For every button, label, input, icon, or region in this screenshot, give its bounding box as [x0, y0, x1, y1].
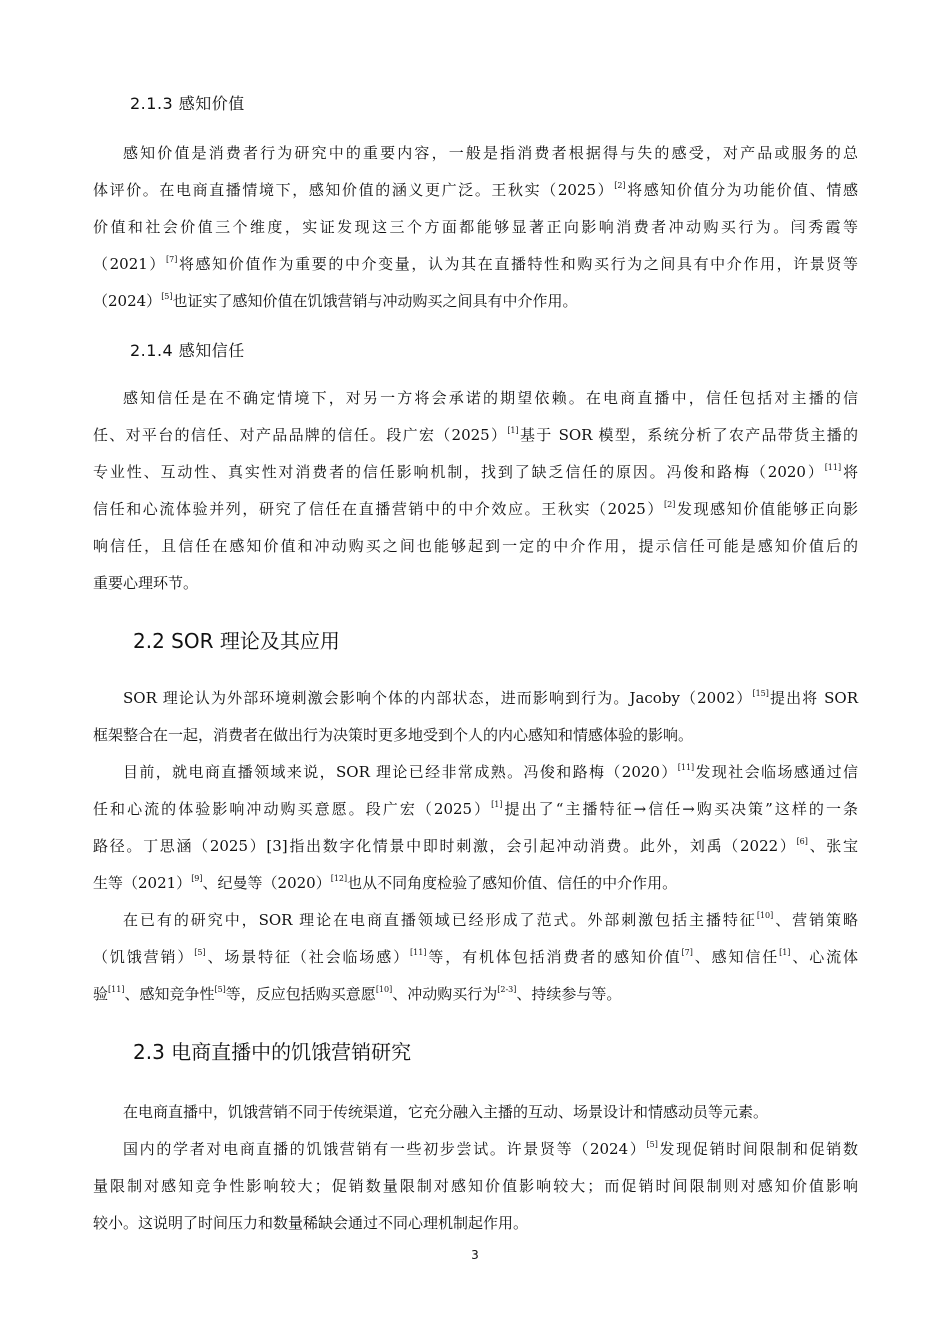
citation: [5]: [194, 948, 206, 957]
paragraph-line: 生等（2021）[9]、纪曼等（2020）[12]也从不同角度检验了感知价值、信任的中介作用。: [93, 874, 678, 892]
paragraph-line: 感知信任是在不确定情境下，对另一方将会承诺的期望依赖。在电商直播中，信任包括对主播的信: [123, 389, 858, 407]
paragraph-line: 在电商直播中，饥饿营销不同于传统渠道，它充分融入主播的互动、场景设计和情感动员等元素。: [123, 1103, 769, 1121]
paragraph-line: 响信任，且信任在感知价值和冲动购买之间也能够起到一定的中介作用，提示信任可能是感知价值后的: [93, 537, 858, 555]
citation: [7]: [165, 255, 178, 264]
paragraph-line: 感知价值是消费者行为研究中的重要内容，一般是指消费者根据得与失的感受，对产品或服务的总: [123, 144, 858, 162]
citation: [11]: [108, 985, 125, 994]
citation: [1]: [507, 426, 519, 435]
paragraph-line: （2021）[7]将感知价值作为重要的中介变量，认为其在直播特性和购买行为之间具有中介作用，许景贤等: [93, 255, 858, 273]
paragraph-line: 专业性、互动性、真实性对消费者的信任影响机制，找到了缺乏信任的原因。冯俊和路梅（2020）[11]将: [93, 463, 858, 481]
citation: [2]: [664, 500, 676, 509]
citation: [11]: [677, 763, 695, 772]
paragraph-line: 任、对平台的信任、对产品品牌的信任。段广宏（2025）[1]基于 SOR 模型，系统分析了农产品带货主播的: [93, 426, 858, 444]
paragraph-line: 框架整合在一起，消费者在做出行为决策时更多地受到个人的内心感知和情感体验的影响。: [93, 726, 694, 744]
paragraph-line: （2024）[5]也证实了感知价值在饥饿营销与冲动购买之间具有中介作用。: [93, 292, 578, 310]
paragraph-line: 重要心理环节。: [93, 574, 199, 592]
citation: [5]: [214, 985, 226, 994]
paragraph-line: 在已有的研究中，SOR 理论在电商直播领域已经形成了范式。外部刺激包括主播特征[10]、营销策略: [123, 911, 858, 929]
page-number: 3: [471, 1248, 479, 1262]
section-heading-2-1-3: 2.1.3 感知价值: [130, 94, 245, 113]
citation: [2]: [614, 181, 626, 190]
section-heading-2-2: 2.2 SOR 理论及其应用: [133, 629, 340, 653]
section-heading-2-1-4: 2.1.4 感知信任: [130, 341, 245, 360]
paragraph-line: 任和心流的体验影响冲动购买意愿。段广宏（2025）[1]提出了“主播特征→信任→购买决策”这样的一条: [93, 800, 858, 818]
citation: [6]: [796, 837, 808, 846]
paragraph-line: 信任和心流体验并列，研究了信任在直播营销中的中介效应。王秋实（2025）[2]发现感知价值能够正向影: [93, 500, 858, 518]
paragraph-line: 验[11]、感知竞争性[5]等，反应包括购买意愿[10]、冲动购买行为[2-3]、持续参与等。: [93, 985, 622, 1003]
paragraph-line: 目前，就电商直播领域来说，SOR 理论已经非常成熟。冯俊和路梅（2020）[11]发现社会临场感通过信: [123, 763, 858, 781]
paragraph-line: SOR 理论认为外部环境刺激会影响个体的内部状态，进而影响到行为。Jacoby（2002）[15]提出将 SOR: [123, 689, 858, 707]
citation: [11]: [824, 463, 842, 472]
citation: [12]: [330, 874, 348, 883]
citation: [1]: [779, 948, 791, 957]
paragraph-line: 量限制对感知竞争性影响较大；促销数量限制对感知价值影响较大；而促销时间限制则对感知价值影响: [93, 1177, 858, 1195]
citation: [5]: [161, 292, 173, 301]
paragraph-line: 较小。这说明了时间压力和数量稀缺会通过不同心理机制起作用。: [93, 1214, 529, 1232]
citation: [11]: [410, 948, 427, 957]
citation: [15]: [752, 689, 769, 698]
citation: [10]: [756, 911, 774, 920]
citation: [2-3]: [497, 985, 517, 994]
paragraph-line: 国内的学者对电商直播的饥饿营销有一些初步尝试。许景贤等（2024）[5]发现促销时间限制和促销数: [123, 1140, 858, 1158]
citation: [10]: [375, 985, 393, 994]
citation: [9]: [191, 874, 203, 883]
paragraph-line: 价值和社会价值三个维度，实证发现这三个方面都能够显著正向影响消费者冲动购买行为。闫秀霞等: [93, 218, 858, 236]
citation: [7]: [681, 948, 693, 957]
paragraph-line: （饥饿营销）[5]、场景特征（社会临场感）[11]等，有机体包括消费者的感知价值[7]、感知信任[1]、心流体: [93, 948, 858, 966]
paragraph-line: 体评价。在电商直播情境下，感知价值的涵义更广泛。王秋实（2025）[2]将感知价值分为功能价值、情感: [93, 181, 858, 199]
citation: [5]: [646, 1140, 658, 1149]
section-heading-2-3: 2.3 电商直播中的饥饿营销研究: [133, 1040, 412, 1064]
paragraph-line: 路径。丁思涵（2025）[3]指出数字化情景中即时刺激，会引起冲动消费。此外，刘禹（2022）[6]、张宝: [93, 837, 858, 855]
citation: [1]: [491, 800, 503, 809]
